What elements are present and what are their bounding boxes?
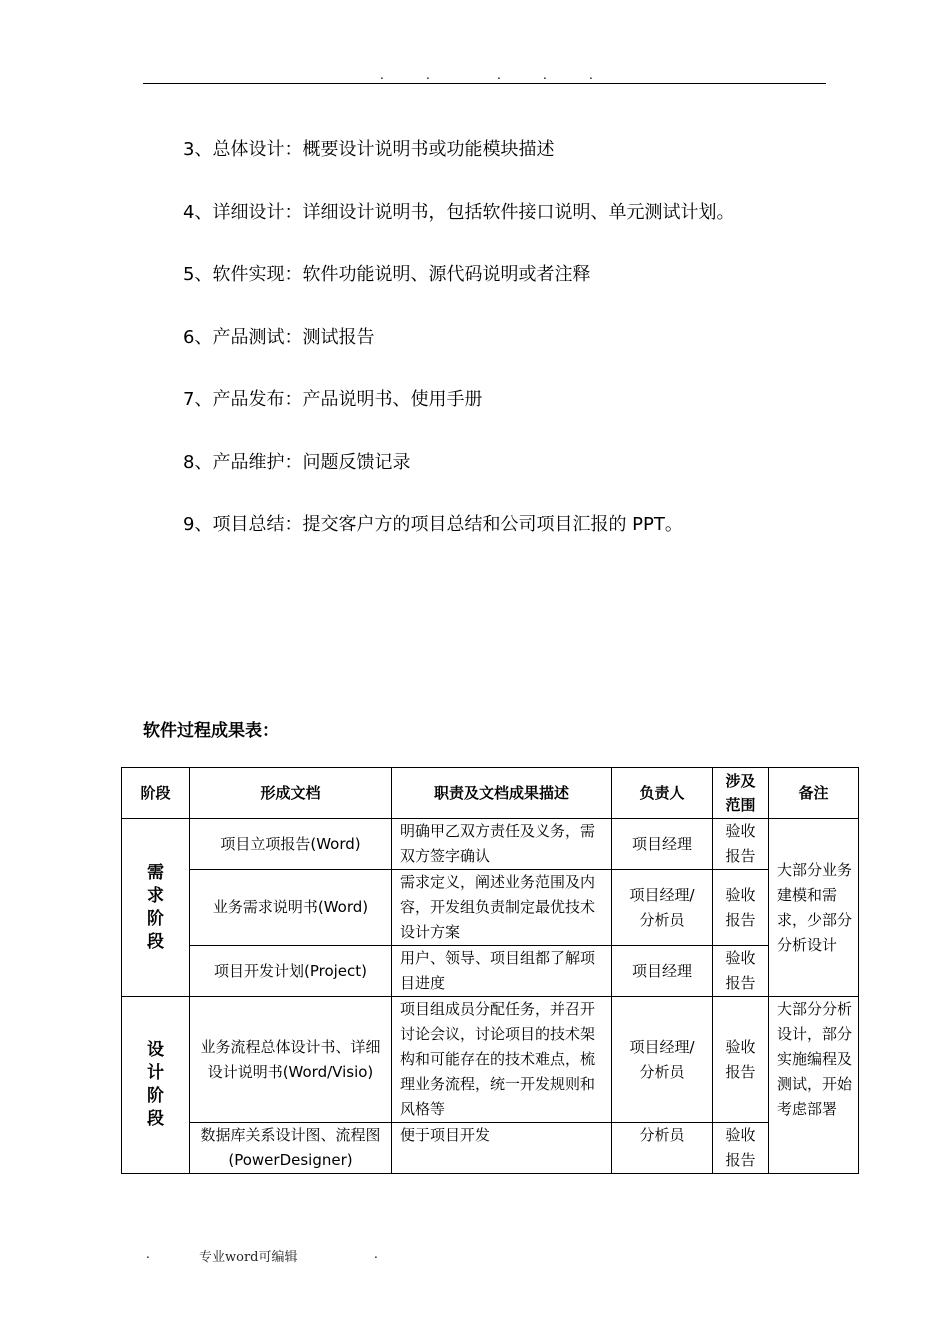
owner-cell: 项目经理/分析员 [612, 997, 713, 1123]
table-row [122, 946, 859, 997]
footer-dot: . [374, 1247, 378, 1261]
scope-cell: 验收报告 [713, 997, 769, 1123]
table-row [122, 819, 859, 870]
list-item: 5、软件实现：软件功能说明、源代码说明或者注释 [183, 264, 591, 285]
desc-cell: 需求定义，阐述业务范围及内容，开发组负责制定最优技术设计方案 [392, 870, 612, 946]
doc-cell: 项目开发计划(Project) [190, 946, 392, 997]
stage-label: 需求阶段 [147, 862, 164, 952]
stage-label: 设计阶段 [147, 1040, 164, 1129]
table-row [122, 997, 859, 1123]
owner-cell: 项目经理/分析员 [612, 870, 713, 946]
doc-cell: 业务需求说明书(Word) [190, 870, 392, 946]
list-item: 7、产品发布：产品说明书、使用手册 [183, 389, 483, 410]
desc-cell: 便于项目开发 [392, 1123, 612, 1174]
table-row [122, 1123, 859, 1174]
table-row [122, 870, 859, 946]
owner-cell: 分析员 [612, 1123, 713, 1174]
header-cell-description: 职责及文档成果描述 [392, 768, 612, 819]
scope-cell: 验收报告 [713, 870, 769, 946]
list-item: 6、产品测试：测试报告 [183, 326, 375, 348]
scope-cell: 验收报告 [713, 1123, 769, 1174]
stage-cell [122, 819, 190, 997]
footer-text: 专业word可编辑 [199, 1250, 298, 1265]
header-cell-note: 备注 [769, 768, 859, 819]
header-dots [0, 68, 950, 82]
header-dot: . [426, 68, 430, 82]
list-item: 3、总体设计：概要设计说明书或功能模块描述 [183, 139, 555, 160]
scope-cell: 验收报告 [713, 819, 769, 870]
list-item: 4、详细设计：详细设计说明书，包括软件接口说明、单元测试计划。 [183, 201, 735, 223]
header-rule [143, 83, 826, 84]
owner-cell: 项目经理 [612, 819, 713, 870]
desc-cell: 用户、领导、项目组都了解项目进度 [392, 946, 612, 997]
doc-cell: 数据库关系设计图、流程图(PowerDesigner) [190, 1123, 392, 1174]
footer-dot: . [146, 1247, 150, 1261]
list-item: 9、项目总结：提交客户方的项目总结和公司项目汇报的 PPT。 [183, 514, 683, 535]
owner-cell: 项目经理 [612, 946, 713, 997]
desc-cell: 项目组成员分配任务，并召开讨论会议，讨论项目的技术架构和可能存在的技术难点，梳理业务流程，统一开发规则和风格等 [392, 997, 612, 1123]
header-cell-scope: 涉及范围 [713, 768, 769, 819]
desc-cell: 明确甲乙双方责任及义务，需双方签字确认 [392, 819, 612, 870]
table-title: 软件过程成果表： [143, 721, 279, 741]
deliverables-list [183, 136, 863, 574]
doc-cell: 业务流程总体设计书、详细设计说明书(Word/Visio) [190, 997, 392, 1123]
list-item: 8、产品维护：问题反馈记录 [183, 451, 411, 473]
header-cell-document: 形成文档 [190, 768, 392, 819]
note-cell: 大部分业务建模和需求，少部分分析设计 [769, 819, 859, 997]
note-cell: 大部分分析设计，部分实施编程及测试，开始考虑部署 [769, 997, 859, 1174]
header-dot: . [543, 68, 547, 82]
stage-cell [122, 997, 190, 1174]
header-dot: . [497, 68, 501, 82]
process-results-table [121, 767, 859, 1174]
header-dot: . [380, 68, 384, 82]
table-header-row [122, 768, 859, 819]
scope-cell: 验收报告 [713, 946, 769, 997]
header-cell-owner: 负责人 [612, 768, 713, 819]
header-cell-stage: 阶段 [122, 768, 190, 819]
header-dot: . [589, 68, 593, 82]
doc-cell: 项目立项报告(Word) [190, 819, 392, 870]
